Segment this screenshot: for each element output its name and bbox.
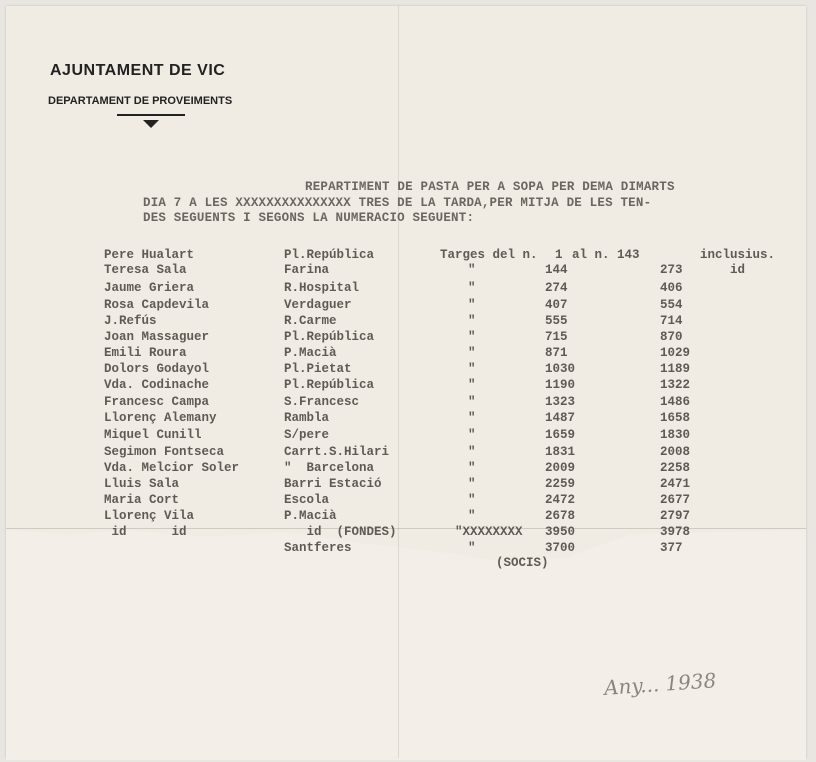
row-to: 1486 [660,395,691,409]
row-from: 1659 [545,428,576,442]
row-from: 407 [545,298,568,312]
row-from: 1487 [545,411,576,425]
row-ditto: " [468,362,476,376]
row-place: " Barcelona [284,461,375,475]
row-to: 1189 [660,362,691,376]
row-name: Vda. Melcior Soler [104,461,240,475]
row-place: R.Carme [284,314,337,328]
row-to: 870 [660,330,683,344]
row-place: Farina [284,263,330,277]
row-place: R.Hospital [284,281,360,295]
row-ditto: " [468,298,476,312]
row-to: 2258 [660,461,691,475]
row-ditto: " [468,330,476,344]
row-ditto: " [468,461,476,475]
letterhead-rule [117,114,185,116]
handwritten-date: Any... 1938 [603,668,717,700]
row-to: 406 [660,281,683,295]
row-place: Barri Estació [284,477,382,491]
row-name: Segimon Fontseca [104,445,225,459]
row-place: Verdaguer [284,298,352,312]
row-to: 1830 [660,428,691,442]
row-to: 3978 [660,525,691,539]
row-to: 2797 [660,509,691,523]
fold-line [398,6,399,758]
row-place: P.Macià [284,346,337,360]
row-from: 1831 [545,445,576,459]
row-name: id id [104,525,187,539]
row-from: 1 [555,248,563,262]
row-from: 3700 [545,541,576,555]
row-ditto: " [468,541,476,555]
row-place: Rambla [284,411,330,425]
row-from: 1323 [545,395,576,409]
row-to: al n. 143 [572,248,640,262]
row-name: Teresa Sala [104,263,187,277]
row-to: 1658 [660,411,691,425]
socis-note: (SOCIS) [496,556,549,570]
row-name: Pere Hualart [104,248,195,262]
letterhead-department: DEPARTAMENT DE PROVEIMENTS [48,95,233,107]
row-name: Lluis Sala [104,477,180,491]
row-place: Santferes [284,541,352,555]
row-name: Joan Massaguer [104,330,210,344]
row-ditto: " [468,314,476,328]
row-from: 274 [545,281,568,295]
row-from: 144 [545,263,568,277]
row-name: Rosa Capdevila [104,298,210,312]
row-note: inclusius. [700,248,776,262]
row-ditto: " [468,477,476,491]
torn-paper-edge [6,530,806,760]
row-ditto: " [468,428,476,442]
row-from: 2009 [545,461,576,475]
row-place: S.Francesc [284,395,360,409]
row-from: 2472 [545,493,576,507]
row-ditto: " [468,445,476,459]
row-name: Maria Cort [104,493,180,507]
row-to: 1029 [660,346,691,360]
row-place: Carrt.S.Hilari [284,445,390,459]
row-to: 2471 [660,477,691,491]
row-from: 1190 [545,378,576,392]
row-place: Pl.República [284,248,375,262]
row-ditto: " [468,493,476,507]
row-name: Francesc Campa [104,395,210,409]
row-from: 871 [545,346,568,360]
row-name: Miquel Cunill [104,428,202,442]
row-from: 555 [545,314,568,328]
row-from: 715 [545,330,568,344]
row-ditto: " [468,411,476,425]
row-name: Dolors Godayol [104,362,210,376]
row-ditto: " [468,395,476,409]
row-from: 2259 [545,477,576,491]
row-from: 1030 [545,362,576,376]
letterhead-title: AJUNTAMENT DE VIC [50,62,226,79]
row-name: Jaume Griera [104,281,195,295]
intro-line-3: DES SEGUENTS I SEGONS LA NUMERACIO SEGUENT: [143,211,475,225]
row-ditto: " [468,346,476,360]
row-to: 377 [660,541,683,555]
row-ditto: "XXXXXXXX [455,525,523,539]
row-note: id [730,263,746,277]
row-ditto: " [468,509,476,523]
row-to: 554 [660,298,683,312]
row-name: J.Refús [104,314,157,328]
row-to: 273 [660,263,683,277]
row-to: 714 [660,314,683,328]
row-name: Llorenç Vila [104,509,195,523]
letterhead-triangle-icon [143,120,159,128]
row-name: Vda. Codinache [104,378,210,392]
row-place: P.Macià [284,509,337,523]
row-to: 1322 [660,378,691,392]
row-from: 2678 [545,509,576,523]
row-place: S/pere [284,428,330,442]
row-to: 2677 [660,493,691,507]
row-name: Llorenç Alemany [104,411,217,425]
row-ditto: " [468,263,476,277]
intro-line-1: REPARTIMENT DE PASTA PER A SOPA PER DEMA DIMARTS [305,180,675,194]
row-place: id (FONDES) [284,525,397,539]
row-ditto: " [468,378,476,392]
row-from: 3950 [545,525,576,539]
row-place: Pl.República [284,378,375,392]
row-ditto: " [468,281,476,295]
intro-line-2: DIA 7 A LES XXXXXXXXXXXXXXX TRES DE LA TARDA,PER MITJA DE LES TEN- [143,196,652,210]
row-to: 2008 [660,445,691,459]
row-place: Pl.República [284,330,375,344]
row-place: Escola [284,493,330,507]
row-place: Pl.Pietat [284,362,352,376]
row-name: Emili Roura [104,346,187,360]
row-ditto: Targes del n. [440,248,538,262]
